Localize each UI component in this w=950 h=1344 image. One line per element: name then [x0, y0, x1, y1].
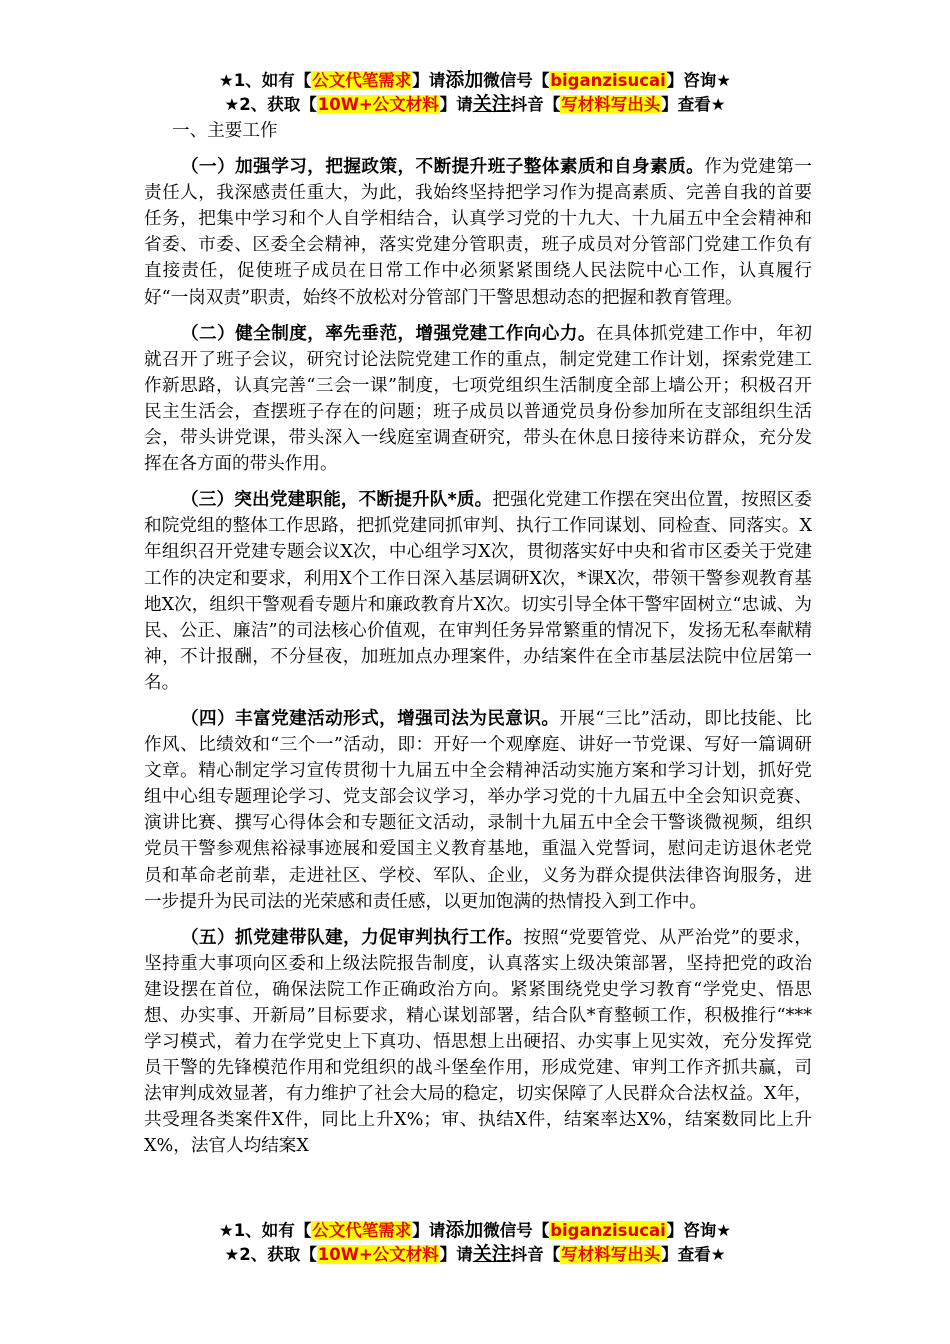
promo-text: 】咨询★: [666, 1221, 732, 1240]
promo-banner-bottom: [0, 1218, 950, 1266]
promo-text: 微信号【: [483, 71, 550, 90]
promo-emphasis: 关注: [472, 1243, 511, 1265]
paragraph-lead: （二）健全制度，率先垂范，增强党建工作向心力。: [181, 323, 596, 344]
paragraph-3: [144, 487, 812, 696]
promo-wechat-id: biganzisucai: [550, 1221, 666, 1240]
paragraph-1: [144, 154, 812, 311]
paragraph-body: 在具体抓党建工作中，年初就召开了班子会议，研究讨论法院党建工作的重点，制定党建工作计划，探索党建工作新思路，认真完善“三会一课”制度，七项党组织生活制度全部上墙公开；积极召开民主生活会，查摆班子存在的问题；班子成员以普通党员身份参加所在支部组织生活会，带头讲党课，带头深入一线庭室调查研究，带头在休息日接待来访群众，充分发挥在各方面的带头作用。: [144, 323, 812, 475]
paragraph-body: 作为党建第一责任人，我深感责任重大，为此，我始终坚持把学习作为提高素质、完善自我的首要任务，把集中学习和个人自学相结合，认真学习党的十九大、十九届五中全会精神和省委、市委、区委全会精神，落实党建分管职责，班子成员对分管部门党建工作负有直接责任，促使班子成员在日常工作中必须紧紧围绕人民法院中心工作，认真履行好“一岗双责”职责，始终不放松对分管部门干警思想动态的把握和教育管理。: [144, 157, 812, 308]
paragraph-4: [144, 706, 812, 915]
promo-douyin-id: 写材料写出头: [561, 1245, 661, 1264]
promo-text: 】查看★: [661, 95, 726, 114]
paragraph-lead: （四）丰富党建活动形式，增强司法为民意识。: [181, 708, 560, 729]
promo-highlight: 公文代笔需求: [312, 71, 412, 90]
paragraph-lead: （五）抓党建带队建，力促审判执行工作。: [181, 927, 524, 948]
promo-line-2: [0, 1242, 950, 1266]
promo-emphasis: 添加: [445, 69, 484, 91]
promo-text: 】咨询★: [666, 71, 732, 90]
promo-text: ★1、如有【: [218, 71, 312, 90]
paragraph-2: [144, 321, 812, 478]
promo-emphasis: 添加: [445, 1219, 484, 1241]
promo-wechat-id: biganzisucai: [550, 71, 666, 90]
promo-highlight: 公文代笔需求: [312, 1221, 412, 1240]
promo-emphasis: 关注: [472, 93, 511, 115]
promo-highlight: 10W+公文材料: [317, 1245, 439, 1264]
document-body: [144, 118, 812, 1170]
promo-banner-top: [0, 68, 950, 116]
promo-text: ★2、获取【: [224, 95, 317, 114]
paragraph-body: 把强化党建工作摆在突出位置，按照区委和院党组的整体工作思路，把抓党建同抓审判、执行工作同谋划、同检查、同落实。X年组织召开党建专题会议X次，中心组学习X次，贯彻落实好中央和省市区委关于党建工作的决定和要求，利用X个工作日深入基层调研X次，*课X次，带领干警参观教育基地X次，组织干警观看专题片和廉政教育片X次。切实引导全体干警牢固树立“忠诚、为民、公正、廉洁”的司法核心价值观，在审判任务异常繁重的情况下，发扬无私奉献精神，不计报酬，不分昼夜，加班加点办理案件，办结案件在全市基层法院中位居第一名。: [144, 490, 812, 693]
promo-text: 】查看★: [661, 1245, 726, 1264]
paragraph-body: 开展“三比”活动，即比技能、比作风、比绩效和“三个一”活动，即：开好一个观摩庭、讲好一节党课、写好一篇调研文章。精心制定学习宣传贯彻十九届五中全会精神活动实施方案和学习计划，抓好党组中心组专题理论学习、党支部会议学习，举办学习党的十九届五中全会知识竞赛、演讲比赛、撰写心得体会和专题征文活动，录制十九届五中全会干警谈微视频，组织党员干警参观焦裕禄事迹展和爱国主义教育基地，重温入党誓词，慰问走访退休老党员和革命老前辈，走进社区、学校、军队、企业，义务为群众提供法律咨询服务，进一步提升为民司法的光荣感和责任感，以更加饱满的热情投入到工作中。: [144, 708, 812, 912]
promo-text: 抖音【: [510, 1245, 561, 1264]
promo-douyin-id: 写材料写出头: [561, 95, 661, 114]
promo-line-2: [0, 92, 950, 116]
promo-text: ★2、获取【: [224, 1245, 317, 1264]
section-heading: 一、主要工作: [172, 121, 278, 141]
promo-text: 】请: [412, 1221, 446, 1240]
promo-text: 】请: [412, 71, 446, 90]
promo-text: 】请: [439, 95, 473, 114]
promo-highlight: 10W+公文材料: [317, 95, 439, 114]
promo-text: 微信号【: [483, 1221, 550, 1240]
promo-line-1: [0, 1218, 950, 1242]
paragraph-5: [144, 925, 812, 1160]
promo-text: 抖音【: [510, 95, 561, 114]
paragraph-body: 按照“党要管党、从严治党”的要求，坚持重大事项向区委和上级法院报告制度，认真落实上级决策部署，坚持把党的政治建设摆在首位，确保法院工作正确政治方向。紧紧围绕党史学习教育“学党史、悟思想、办实事、开新局”目标要求，精心谋划部署，结合队*育整顿工作，积极推行“***学习模式，着力在学党史上下真功、悟思想上出硬招、办实事上见实效，充分发挥党员干警的先锋模范作用和党组织的战斗堡垒作用，形成党建、审判工作齐抓共赢，司法审判成效显著，有力维护了社会大局的稳定，切实保障了人民群众合法权益。X年，共受理各类案件X件，同比上升X%；审、执结X件，结案率达X%，结案数同比上升X%，法官人均结案X: [144, 927, 812, 1157]
promo-text: ★1、如有【: [218, 1221, 312, 1240]
promo-text: 】请: [439, 1245, 473, 1264]
promo-line-1: [0, 68, 950, 92]
paragraph-lead: （三）突出党建职能，不断提升队*质。: [181, 490, 493, 511]
paragraph-lead: （一）加强学习，把握政策，不断提升班子整体素质和自身素质。: [181, 157, 705, 178]
